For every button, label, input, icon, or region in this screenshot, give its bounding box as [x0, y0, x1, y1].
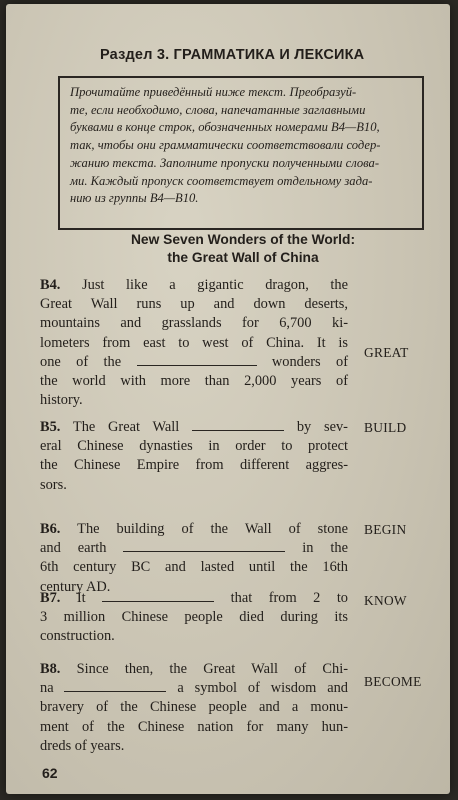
answer-blank-b8[interactable]: [64, 679, 166, 692]
keyword-b6: BEGIN: [364, 522, 407, 537]
instruction-line: нию из группы B4—B10.: [70, 191, 199, 206]
task-text: ment of the Chinese nation for many hun-: [40, 718, 348, 735]
task-number: B8.: [40, 661, 61, 677]
task-text: construction.: [40, 628, 115, 645]
answer-blank-b5[interactable]: [192, 418, 284, 431]
keyword-b7: KNOW: [364, 593, 407, 608]
task-text: dreds of years.: [40, 737, 125, 754]
task-number: B4.: [40, 277, 61, 293]
instruction-line: так, чтобы они грамматически соответствовали содер-: [70, 138, 381, 153]
task-b5: [40, 418, 348, 495]
book-page: [6, 4, 450, 794]
task-text: na: [40, 680, 54, 697]
task-text: Just like a gigantic dragon, the: [82, 277, 348, 293]
keyword-b4: GREAT: [364, 345, 409, 360]
task-text: 6th century BC and lasted until the 16th: [40, 559, 348, 576]
task-text: a symbol of wisdom and: [177, 680, 348, 697]
task-text: the world with more than 2,000 years of: [40, 373, 348, 390]
task-text: and earth: [40, 540, 107, 557]
page-number: 62: [42, 765, 58, 781]
instruction-line: жанию текста. Заполните пропуски полученными слова-: [70, 155, 380, 170]
task-text: mountains and grasslands for 6,700 ki-: [40, 315, 348, 332]
instruction-line: те, если необходимо, слова, напечатанные заглавными: [70, 102, 366, 117]
task-text: that from 2 to: [230, 590, 349, 606]
task-text: Great Wall runs up and down deserts,: [40, 296, 348, 313]
task-text: the Chinese Empire from different aggres-: [40, 457, 348, 474]
task-text: It: [76, 590, 86, 606]
keyword-b8: BECOME: [364, 674, 422, 689]
instructions-box: [58, 76, 424, 230]
task-b6: [40, 520, 348, 597]
answer-blank-b4[interactable]: [137, 353, 257, 366]
task-text: bravery of the Chinese people and a monu-: [40, 699, 348, 716]
task-text: 3 million Chinese people died during its: [40, 609, 348, 626]
task-text: century AD.: [40, 578, 111, 595]
task-text: sors.: [40, 476, 67, 493]
text-heading-line2: the Great Wall of China: [167, 250, 319, 265]
task-text: Since then, the Great Wall of Chi-: [76, 661, 348, 677]
task-b8: [40, 660, 348, 756]
task-text: wonders of: [271, 353, 349, 370]
task-text: history.: [40, 392, 83, 409]
task-text: in the: [302, 540, 348, 557]
answer-blank-b6[interactable]: [123, 539, 285, 552]
task-text: by sev-: [296, 419, 348, 435]
task-text: one of the: [40, 353, 122, 370]
instruction-line: Прочитайте приведённый ниже текст. Преобразуй-: [70, 85, 357, 99]
task-text: The Great Wall: [72, 419, 180, 435]
task-text: The building of the Wall of stone: [77, 521, 348, 537]
text-heading-line1: New Seven Wonders of the World:: [130, 232, 356, 247]
section-title: Раздел 3. ГРАММАТИКА И ЛЕКСИКА: [100, 47, 365, 63]
task-number: B6.: [40, 521, 61, 537]
task-b7: [40, 589, 348, 647]
task-number: B5.: [40, 419, 61, 435]
answer-blank-b7[interactable]: [102, 589, 214, 602]
task-text: lometers from east to west of China. It is: [40, 334, 348, 351]
keyword-b5: BUILD: [364, 420, 407, 435]
task-number: B7.: [40, 590, 61, 606]
instruction-line: ми. Каждый пропуск соответствует отдельному зада-: [70, 173, 373, 188]
task-text: eral Chinese dynasties in order to protect: [40, 438, 348, 455]
instruction-line: буквами в конце строк, обозначенных номерами B4—B10,: [70, 120, 380, 135]
task-b4: [40, 276, 348, 410]
